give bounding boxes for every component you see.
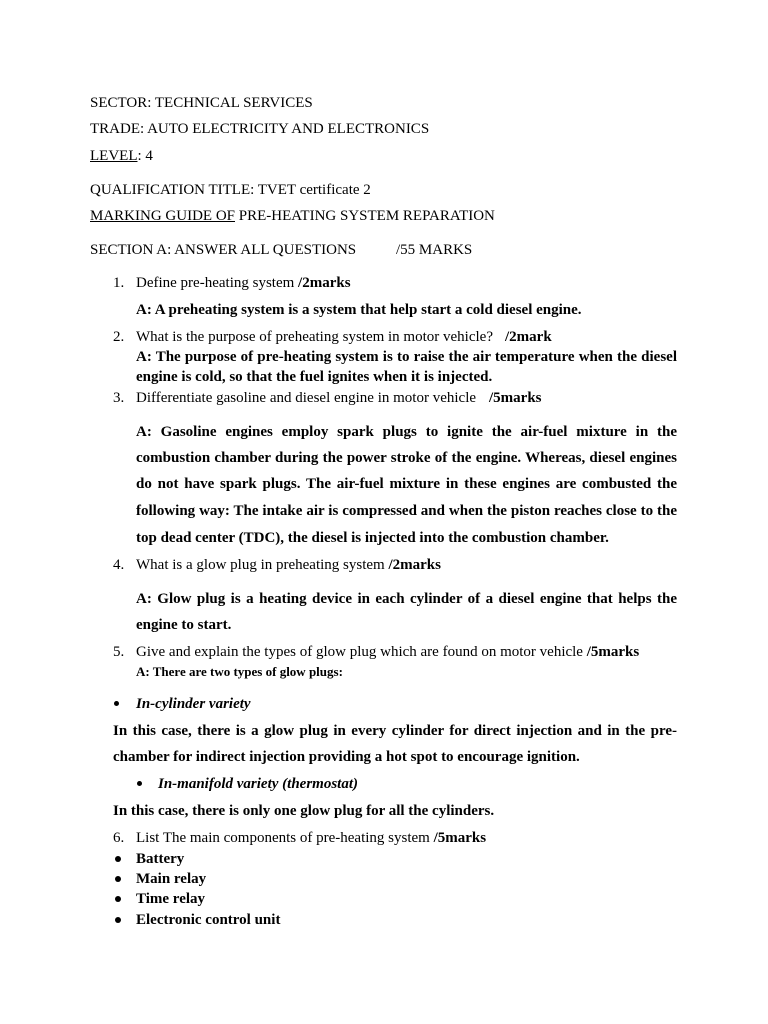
level-line — [90, 146, 153, 166]
bullet-icon — [115, 876, 121, 882]
section-marks: /55 MARKS — [396, 242, 473, 258]
glow-plug-type-name: In-manifold variety (thermostat) — [158, 776, 358, 792]
glow-plug-type-description: In this case, there is only one glow plug for all the cylinders. — [113, 803, 495, 819]
question-number: 5. — [113, 644, 125, 660]
component-item: Battery — [136, 851, 185, 867]
bullet-icon — [115, 917, 121, 923]
question-text: Give and explain the types of glow plug which are found on motor vehicle /5marks — [136, 644, 640, 660]
answer-line: A: A preheating system is a system that help start a cold diesel engine. — [136, 302, 582, 318]
component-item: Main relay — [136, 871, 207, 887]
qualification-line: QUALIFICATION TITLE: TVET certificate 2 — [90, 182, 371, 198]
bullet-icon — [115, 856, 121, 862]
question-number: 1. — [113, 275, 125, 291]
section-title: SECTION A: ANSWER ALL QUESTIONS — [90, 242, 357, 258]
question-marks: /5marks — [586, 644, 640, 660]
answer-line: engine to start. — [136, 617, 232, 633]
question-number: 3. — [113, 390, 125, 406]
glow-plug-type-description: chamber for indirect injection providing a hot spot to encourage ignition. — [113, 749, 580, 765]
question-text: Define pre-heating system /2marks — [136, 275, 351, 291]
bullet-icon — [115, 896, 121, 902]
answer-line: A: Glow plug is a heating device in each cylinder of a diesel engine that helps the — [136, 591, 677, 607]
guide-label: MARKING GUIDE OF — [90, 208, 235, 224]
guide-title — [90, 206, 495, 226]
question-marks: /5marks — [433, 830, 487, 846]
level-label: LEVEL — [90, 148, 138, 164]
bullet-icon — [114, 701, 119, 706]
answer-line: A: The purpose of pre-heating system is to raise the air temperature when the diesel — [136, 349, 677, 365]
answer-line: combustion chamber during the power stroke of the engine. Whereas, diesel engines — [136, 450, 677, 466]
answer-line: do not have spark plugs. The air-fuel mixture in these engines are combusted the — [136, 476, 677, 492]
level-value: : 4 — [137, 148, 153, 164]
sector-line: SECTOR: TECHNICAL SERVICES — [90, 95, 313, 111]
glow-plug-type-description: In this case, there is a glow plug in every cylinder for direct injection and in the pre- — [113, 723, 677, 739]
question-marks: /2marks — [298, 275, 351, 291]
trade-line: TRADE: AUTO ELECTRICITY AND ELECTRONICS — [90, 121, 430, 137]
component-item: Electronic control unit — [136, 912, 281, 928]
component-item: Time relay — [136, 891, 206, 907]
question-text: What is a glow plug in preheating system /2marks — [136, 557, 441, 573]
question-number: 6. — [113, 830, 125, 846]
answer-line: engine is cold, so that the fuel ignites when it is injected. — [136, 369, 493, 385]
answer-line: A: There are two types of glow plugs: — [136, 664, 343, 679]
answer-line: following way: The intake air is compressed and when the piston reaches close to the — [136, 503, 677, 519]
question-text: Differentiate gasoline and diesel engine in motor vehicle — [136, 390, 477, 406]
guide-value: PRE-HEATING SYSTEM REPARATION — [235, 208, 495, 224]
question-marks: /5marks — [489, 390, 542, 406]
question-marks: /2marks — [388, 557, 441, 573]
question-number: 2. — [113, 329, 125, 345]
answer-line: A: Gasoline engines employ spark plugs to ignite the air-fuel mixture in the — [136, 424, 677, 440]
glow-plug-type-name: In-cylinder variety — [136, 696, 251, 712]
question-text: List The main components of pre-heating system /5marks — [136, 830, 487, 846]
question-number: 4. — [113, 557, 125, 573]
bullet-icon — [137, 781, 142, 786]
question-marks: /2mark — [505, 329, 552, 345]
question-text: What is the purpose of preheating system in motor vehicle? — [136, 329, 493, 345]
answer-line: top dead center (TDC), the diesel is injected into the combustion chamber. — [136, 530, 609, 546]
